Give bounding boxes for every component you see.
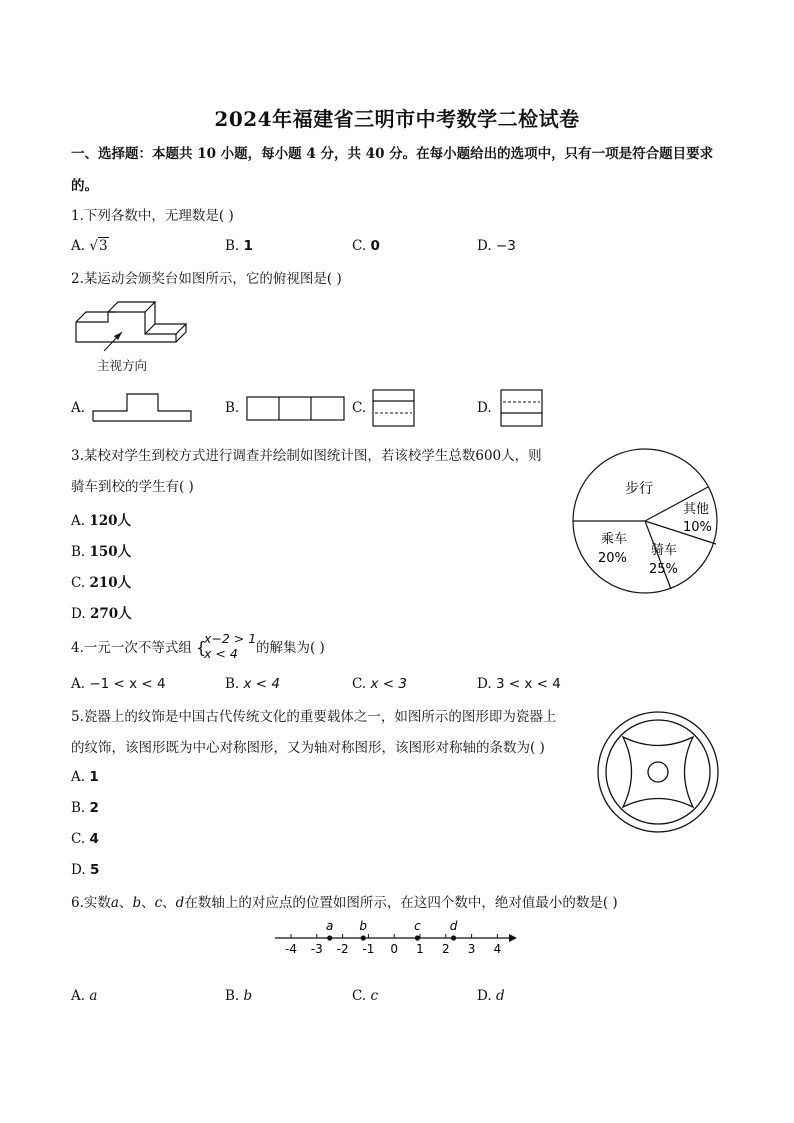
q3-option-c[interactable]: C. 210人 (71, 575, 132, 591)
q3-option-d[interactable]: D. 270人 (71, 606, 132, 622)
axis-tick-label: 3 (467, 942, 476, 956)
axis-tick-label: 0 (390, 942, 399, 956)
point-a (327, 935, 332, 940)
number-line-arrow (509, 934, 517, 942)
point-d (451, 935, 456, 940)
q1-stem: 1.下列各数中，无理数是( ) (71, 208, 234, 224)
q5-option-b[interactable]: B. 2 (71, 800, 99, 816)
q3-option-b[interactable]: B. 150人 (71, 544, 132, 560)
q4-option-b[interactable]: B. x < 4 (225, 676, 280, 692)
section-heading: 一、选择题：本题共 10 小题，每小题 4 分，共 40 分。在每小题给出的选项中，只有一项是符合题目要求 (71, 146, 714, 162)
q3-stem-line2: 骑车到校的学生有( ) (71, 479, 194, 495)
q6-option-b[interactable]: B. b (225, 988, 253, 1004)
pie-percent-bus: 20% (598, 551, 627, 566)
q6-option-a[interactable]: A. a (71, 988, 98, 1004)
q2-option-a[interactable]: A. (71, 400, 86, 416)
axis-tick-label: -4 (285, 942, 297, 956)
pie-label-bus: 乘车 (601, 532, 628, 547)
q1-a-value: 3 (98, 238, 108, 254)
q4-option-c[interactable]: C. x < 3 (352, 676, 407, 692)
system-inequality-2: x < 4 (204, 646, 238, 661)
q4-stem-prefix: 4.一元一次不等式组 (71, 640, 192, 656)
pie-label-bike: 骑车 (651, 543, 678, 558)
number-line (270, 912, 525, 960)
point-label-a: a (326, 919, 334, 933)
q2-stem: 2.某运动会颁奖台如图所示，它的俯视图是( ) (71, 271, 342, 287)
pie-percent-other: 10% (683, 520, 712, 535)
system-inequality-1: x−2 > 1 (204, 631, 257, 646)
q1-option-a[interactable]: A. √3 (71, 238, 108, 254)
q5-option-a[interactable]: A. 1 (71, 769, 99, 785)
axis-tick-label: -3 (310, 942, 323, 956)
point-b (361, 935, 366, 940)
q2-option-b-figure (246, 396, 346, 422)
q1-option-d[interactable]: D. −3 (477, 238, 516, 254)
pie-label-walk: 步行 (625, 481, 653, 497)
axis-tick-label: 2 (441, 942, 450, 956)
axis-tick-label: -2 (336, 942, 349, 956)
sqrt-sign: √ (89, 238, 98, 254)
q5-option-d[interactable]: D. 5 (71, 862, 100, 878)
q6-stem: 6.实数a、b、c、d在数轴上的对应点的位置如图所示，在这四个数中，绝对值最小的数是( ) (71, 895, 618, 911)
q6-option-d[interactable]: D. d (477, 988, 505, 1004)
q4-option-a[interactable]: A. −1 < x < 4 (71, 676, 166, 692)
concave-square (623, 737, 693, 807)
point-label-b: b (359, 919, 368, 933)
q2-option-d[interactable]: D. (477, 400, 492, 416)
q2-option-d-figure (500, 389, 544, 429)
q4-option-d[interactable]: D. 3 < x < 4 (477, 676, 561, 692)
q5-stem-line2: 的纹饰，该图形既为中心对称图形，又为轴对称图形，该图形对称轴的条数为( ) (71, 740, 545, 756)
point-c (415, 935, 420, 940)
page-title: 2024年福建省三明市中考数学二检试卷 (214, 107, 580, 131)
center-circle (648, 762, 668, 782)
q1-option-b[interactable]: B. 1 (225, 238, 253, 254)
porcelain-pattern-figure (596, 710, 720, 834)
q3-stem-line1: 3.某校对学生到校方式进行调查并绘制如图统计图，若该校学生总数600人，则 (71, 448, 542, 464)
pie-percent-bike: 25% (649, 562, 678, 577)
pie-chart (571, 447, 721, 597)
axis-tick-label: 4 (493, 942, 502, 956)
pie-label-other: 其他 (683, 502, 710, 517)
q6-option-c[interactable]: C. c (352, 988, 378, 1004)
q2-option-c[interactable]: C. (352, 400, 367, 416)
point-label-c: c (414, 919, 421, 933)
view-direction-caption: 主视方向 (97, 358, 148, 373)
q2-option-c-figure (372, 389, 416, 429)
point-label-d: d (449, 919, 458, 933)
q3-option-a[interactable]: A. 120人 (71, 513, 132, 529)
q1-option-c[interactable]: C. 0 (352, 238, 380, 254)
system-brace: { (196, 638, 207, 657)
outer-circle (598, 712, 718, 832)
q4-stem-suffix: 的解集为( ) (256, 640, 325, 656)
q5-option-c[interactable]: C. 4 (71, 831, 99, 847)
q2-option-a-figure (92, 393, 192, 423)
axis-tick-label: 1 (416, 942, 424, 956)
section-heading-cont: 的。 (71, 178, 98, 194)
axis-tick-label: -1 (362, 942, 375, 956)
q2-option-b[interactable]: B. (225, 400, 240, 416)
q5-stem-line1: 5.瓷器上的纹饰是中国古代传统文化的重要载体之一，如图所示的图形即为瓷器上 (71, 709, 557, 725)
